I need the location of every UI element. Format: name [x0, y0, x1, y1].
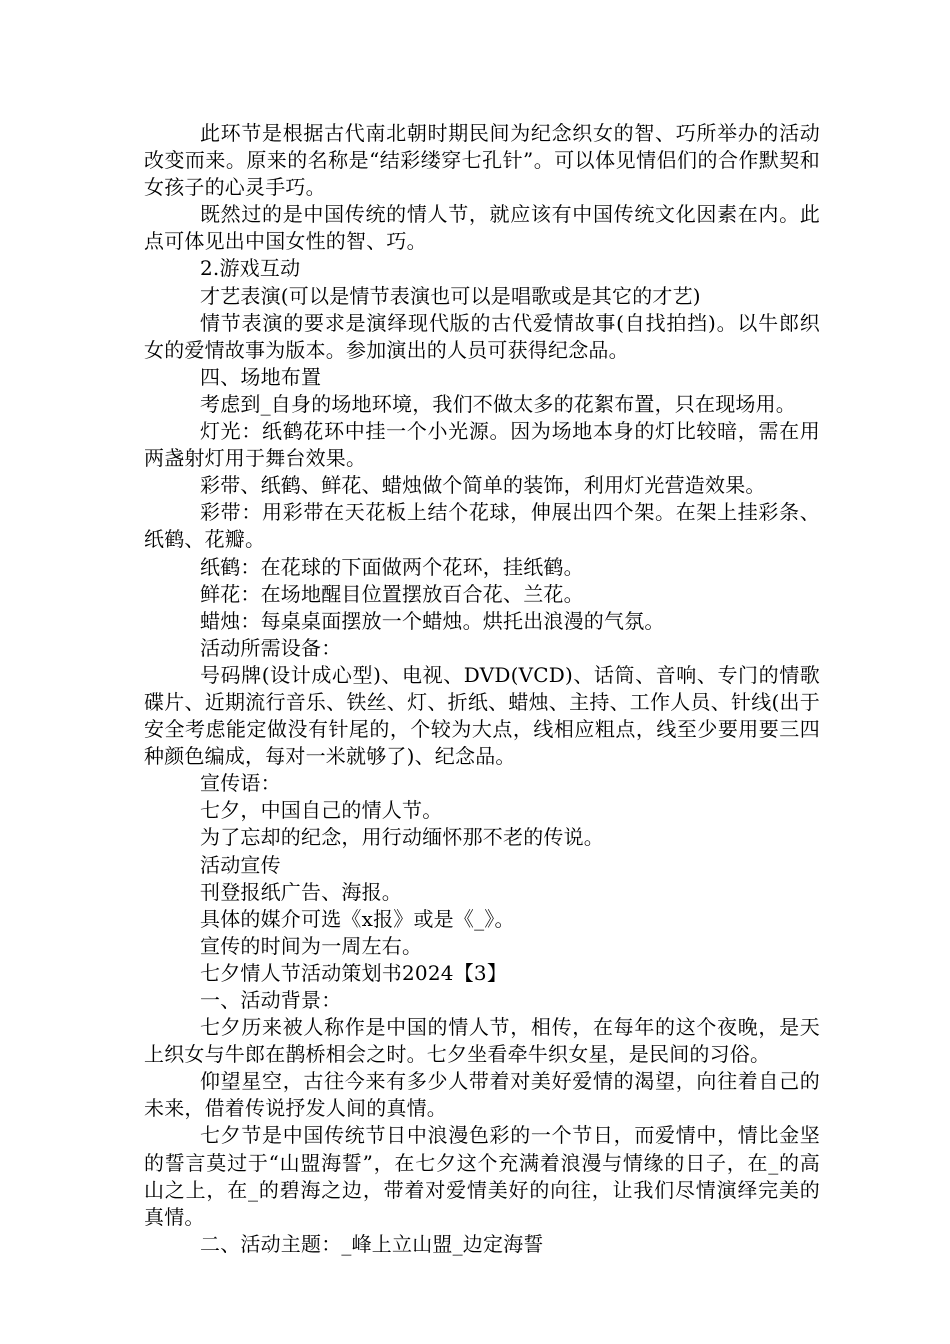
paragraph: 蜡烛：每桌桌面摆放一个蜡烛。烘托出浪漫的气氛。 [200, 608, 665, 633]
document-title: 七夕情人节活动策划书2024【3】 [200, 960, 508, 985]
paragraph: 才艺表演(可以是情节表演也可以是唱歌或是其它的才艺) [200, 283, 701, 308]
paragraph: 情节表演的要求是演绎现代版的古代爱情故事(自找拍挡)。以牛郎织女的爱情故事为版本。参加演出的人员可获得纪念品。 [144, 310, 820, 362]
paragraph: 既然过的是中国传统的情人节，就应该有中国传统文化因素在内。此点可体见出中国女性的智、巧。 [144, 202, 820, 254]
section-heading: 四、场地布置 [200, 364, 322, 389]
paragraph: 为了忘却的纪念，用行动缅怀那不老的传说。 [200, 825, 604, 850]
section-heading: 一、活动背景： [200, 988, 342, 1012]
section-heading: 2.游戏互动 [200, 256, 301, 281]
paragraph: 此环节是根据古代南北朝时期民间为纪念织女的智、巧所举办的活动改变而来。原来的名称是“结彩缕穿七孔针”。可以体见情侣们的合作默契和女孩子的心灵手巧。 [144, 121, 820, 200]
paragraph: 活动宣传 [200, 852, 281, 877]
paragraph: 彩带、纸鹤、鲜花、蜡烛做个简单的装饰，利用灯光营造效果。 [200, 473, 766, 498]
paragraph: 考虑到_自身的场地环境，我们不做太多的花絮布置，只在现场用。 [200, 391, 796, 416]
paragraph: 仰望星空，古往今来有多少人带着对美好爱情的渴望，向往着自己的未来，借着传说抒发人间的真情。 [144, 1069, 820, 1121]
paragraph: 彩带：用彩带在天花板上结个花球，伸展出四个架。在架上挂彩条、纸鹤、花瓣。 [144, 500, 820, 552]
paragraph: 灯光：纸鹤花环中挂一个小光源。因为场地本身的灯比较暗，需在用两盏射灯用于舞台效果。 [144, 419, 820, 471]
paragraph: 具体的媒介可选《x报》或是《_》。 [200, 906, 515, 931]
document-body [144, 120, 820, 1258]
paragraph: 宣传语： [200, 771, 281, 796]
paragraph: 号码牌(设计成心型)、电视、DVD(VCD)、话筒、音响、专门的情歌碟片、近期流行音乐、铁丝、灯、折纸、蜡烛、主持、工作人员、针线(出于安全考虑能定做没有针尾的，个较为大点，线相应粗点，线至少要用要三四种颜色编成，每对一米就够了)、纪念品。 [144, 662, 820, 769]
paragraph: 活动所需设备： [200, 635, 342, 660]
paragraph: 刊登报纸广告、海报。 [200, 879, 402, 904]
paragraph: 七夕历来被人称作是中国的情人节，相传，在每年的这个夜晚，是天上织女与牛郎在鹊桥相会之时。七夕坐看牵牛织女星，是民间的习俗。 [144, 1015, 820, 1067]
paragraph: 七夕节是中国传统节日中浪漫色彩的一个节日，而爱情中，情比金坚的誓言莫过于“山盟海誓”，在七夕这个充满着浪漫与情缘的日子，在_的高山之上，在_的碧海之边，带着对爱情美好的向往，让我们尽情演绎完美的真情。 [144, 1123, 820, 1229]
section-heading: 二、活动主题：_峰上立山盟_边定海誓 [200, 1231, 544, 1256]
paragraph: 七夕，中国自己的情人节。 [200, 798, 443, 823]
paragraph: 纸鹤：在花球的下面做两个花环，挂纸鹤。 [200, 554, 584, 579]
paragraph: 鲜花：在场地醒目位置摆放百合花、兰花。 [200, 581, 584, 606]
paragraph: 宣传的时间为一周左右。 [200, 933, 423, 958]
